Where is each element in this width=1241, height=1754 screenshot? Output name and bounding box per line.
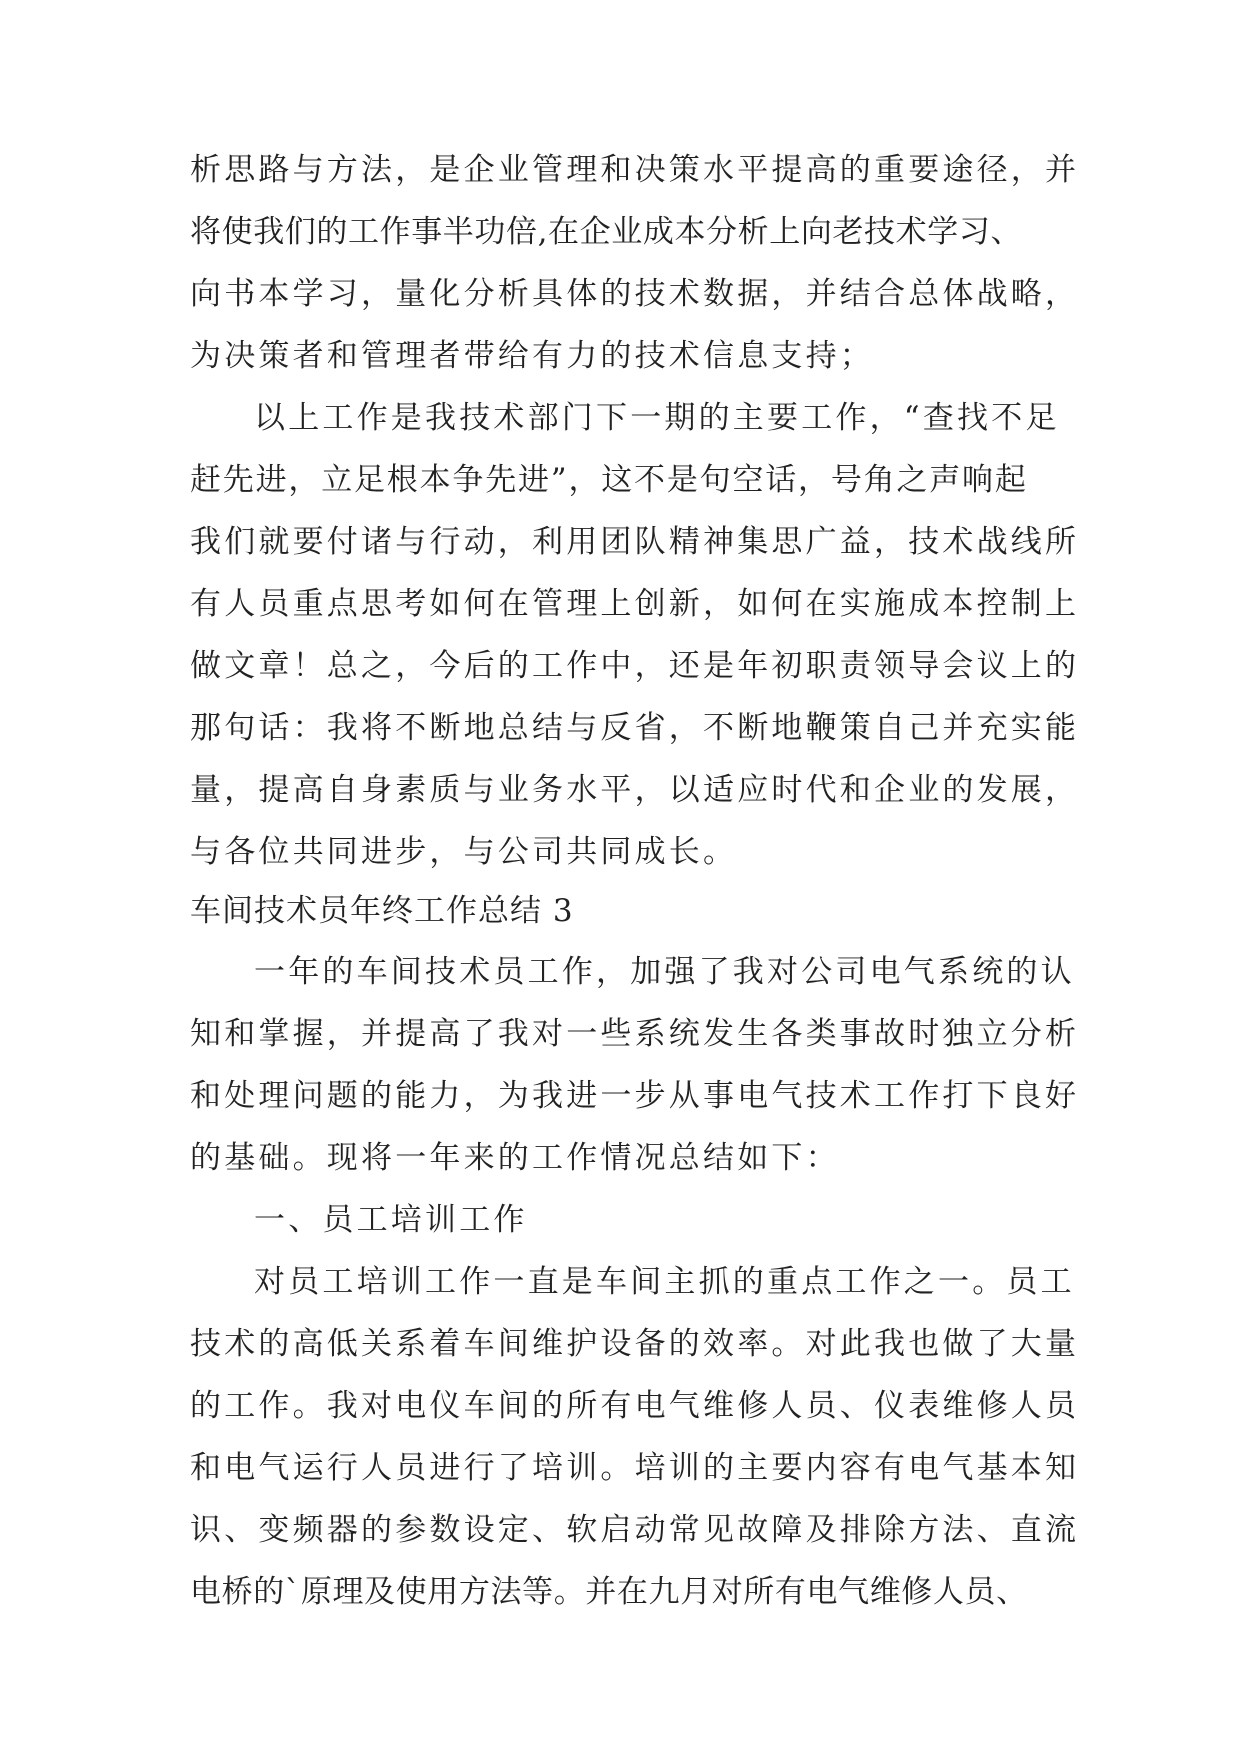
- paragraph-line: 识、变频器的参数设定、软启动常见故障及排除方法、直流: [190, 1512, 1080, 1548]
- paragraph-line: 的基础。现将一年来的工作情况总结如下：: [190, 1140, 840, 1176]
- paragraph-line: 技术的高低关系着车间维护设备的效率。对此我也做了大量: [190, 1326, 1080, 1362]
- paragraph-line: 和处理问题的能力，为我进一步从事电气技术工作打下良好: [190, 1078, 1080, 1114]
- section-heading: 车间技术员年终工作总结 3: [190, 893, 574, 929]
- paragraph-line: 那句话：我将不断地总结与反省，不断地鞭策自己并充实能: [190, 710, 1080, 746]
- paragraph-line: 赶先进，立足根本争先进”，这不是句空话，号角之声响起: [190, 462, 1028, 498]
- paragraph-line: 向书本学习，量化分析具体的技术数据，并结合总体战略，: [190, 276, 1080, 312]
- paragraph-line: 析思路与方法，是企业管理和决策水平提高的重要途径，并: [190, 152, 1080, 188]
- paragraph-line: 对员工培训工作一直是车间主抓的重点工作之一。员工: [254, 1264, 1075, 1300]
- paragraph-line: 我们就要付诸与行动，利用团队精神集思广益，技术战线所: [190, 524, 1080, 560]
- paragraph-line: 一年的车间技术员工作，加强了我对公司电气系统的认: [254, 954, 1075, 990]
- paragraph-line: 量，提高自身素质与业务水平，以适应时代和企业的发展，: [190, 772, 1080, 808]
- paragraph-line: 的工作。我对电仪车间的所有电气维修人员、仪表维修人员: [190, 1388, 1080, 1424]
- paragraph-line: 知和掌握，并提高了我对一些系统发生各类事故时独立分析: [190, 1016, 1080, 1052]
- subsection-heading: 一、员工培训工作: [254, 1202, 528, 1238]
- paragraph-line: 有人员重点思考如何在管理上创新，如何在实施成本控制上: [190, 586, 1080, 622]
- paragraph-line: 与各位共同进步，与公司共同成长。: [190, 834, 738, 870]
- paragraph-line: 将使我们的工作事半功倍,在企业成本分析上向老技术学习、: [190, 214, 1023, 250]
- paragraph-line: 为决策者和管理者带给有力的技术信息支持；: [190, 338, 874, 374]
- paragraph-line: 电桥的`原理及使用方法等。并在九月对所有电气维修人员、: [190, 1574, 1028, 1610]
- paragraph-line: 和电气运行人员进行了培训。培训的主要内容有电气基本知: [190, 1450, 1080, 1486]
- paragraph-line: 以上工作是我技术部门下一期的主要工作，“查找不足: [254, 400, 1060, 436]
- paragraph-line: 做文章！总之，今后的工作中，还是年初职责领导会议上的: [190, 648, 1080, 684]
